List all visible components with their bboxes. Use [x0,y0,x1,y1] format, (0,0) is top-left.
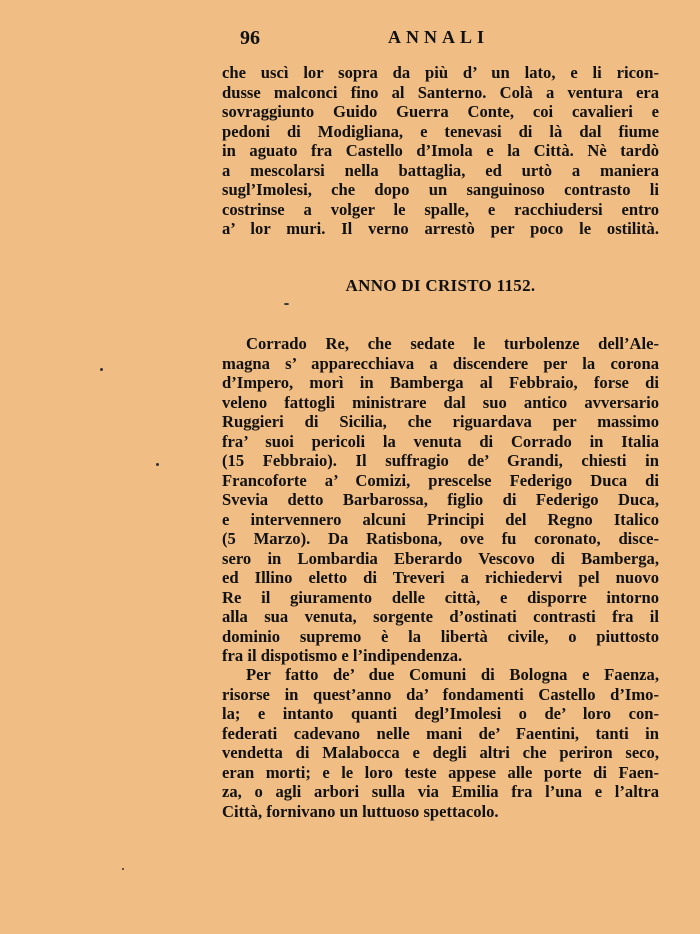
text-line: sugl’Imolesi, che dopo un sanguinoso contrasto li [222,180,659,199]
text-line: ed Illino eletto di Treveri a richiedervi pel nuovo [222,568,659,587]
page-number: 96 [240,27,260,49]
text-line: risorse in quest’anno da’ fondamenti Castello d’Imo- [222,684,659,704]
text-line: (5 Marzo). Da Ratisbona, ove fu coronato, disce- [222,529,659,548]
text-line: (15 Febbraio). Il suffragio de’ Grandi, chiesti in [222,451,659,470]
text-line: dominio supremo è la libertà civile, o piuttosto [222,626,659,646]
text-line: Svevia detto Barbarossa, figlio di Federigo Duca, [222,490,659,509]
text-line: Città, fornivano un luttuoso spettacolo. [222,801,499,821]
text-line: costrinse a volger le spalle, e racchiudersi entro [222,199,659,219]
text-line: dusse malconci fino al Santerno. Colà a ventura era [222,82,659,102]
text-line: e intervennero alcuni Principi del Regno Italico [222,509,659,529]
text-line: magna s’ apparecchiava a discendere per la corona [222,353,659,373]
text-line: Re il giuramento delle città, e disporre intorno [222,587,659,607]
section-heading: ANNO DI CRISTO 1152. [345,276,536,295]
paper-speck [284,303,289,305]
text-line: veleno fattogli ministrare dal suo antico avversario [222,392,659,412]
text-line: fra il dispotismo e l’indipendenza. [222,646,463,665]
text-line: la; e intanto quanti degl’Imolesi o de’ loro con- [222,704,659,723]
paragraph-comuni [222,665,659,821]
text-line: che uscì lor sopra da più d’ un lato, e li ricon- [222,63,659,82]
text-line: Francoforte a’ Comizi, prescelse Federigo Duca di [222,470,659,490]
text-line: sero in Lombardia Eberardo Vescovo di Bamberga, [222,548,659,568]
text-line: vendetta di Malabocca e degli altri che periron seco, [222,743,659,762]
text-line: d’Impero, morì in Bamberga al Febbraio, forse di [222,373,659,392]
text-line: federati cadevano nelle mani de’ Faentini, tanti in [222,723,659,743]
text-line: za, o agli arbori sulla via Emilia fra l’una e l’altra [222,782,659,801]
text-line: sovraggiunto Guido Guerra Conte, coi cavalieri e [222,102,659,121]
paper-speck [122,868,124,870]
text-line: Corrado Re, che sedate le turbolenze dell’Ale- [246,334,659,353]
text-line: fra’ suoi pericoli la venuta di Corrado in Italia [222,431,659,451]
text-line: Per fatto de’ due Comuni di Bologna e Faenza, [246,665,659,684]
paragraph-corrado [222,334,659,666]
paper-speck [100,368,103,371]
paragraph-continued [222,63,659,239]
text-line: Ruggieri di Sicilia, che riguardava per massimo [222,412,659,431]
text-line: alla sua venuta, sorgente d’ostinati contrasti fra il [222,607,659,626]
text-line: eran morti; e le loro teste appese alle porte di Faen- [222,762,659,782]
text-line: a mescolarsi nella battaglia, ed urtò a maniera [222,160,659,180]
text-line: in aguato fra Castello d’Imola e la Città. Nè tardò [222,141,659,160]
page-header [240,27,660,51]
paper-speck [156,463,159,466]
text-line: pedoni di Modigliana, e tenevasi di là dal fiume [222,121,659,141]
text-line: a’ lor muri. Il verno arrestò per poco le ostilità. [222,219,659,238]
running-title: ANNALI [388,27,490,47]
